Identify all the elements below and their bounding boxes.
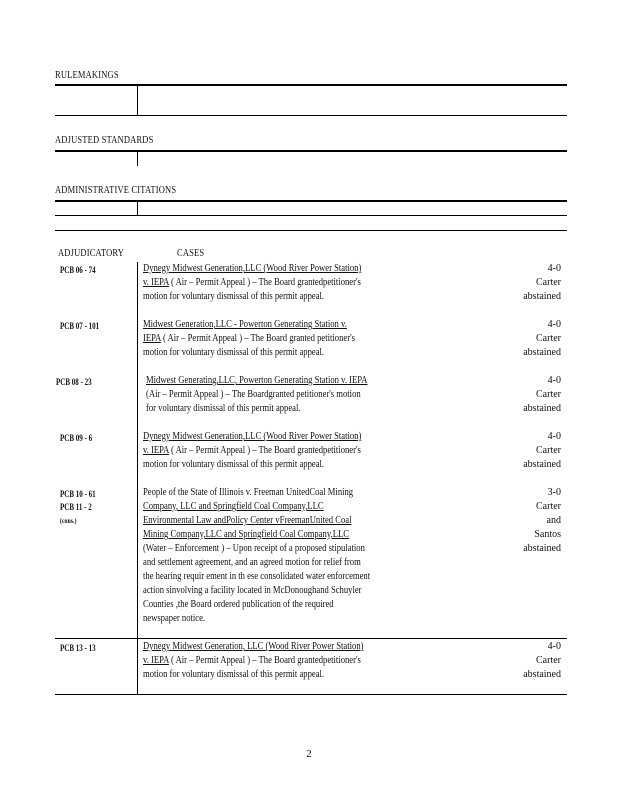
case-line: motion for voluntary dismissal of this permit appeal. [143,347,325,358]
case-line: action sinvolving a facility located in McDonoughand Schuyler [143,585,362,596]
case-summary [143,430,443,472]
vote-result: 4-0 [547,641,561,652]
rule [55,230,567,231]
vote-note: abstained [523,459,561,470]
column-divider [137,262,138,694]
case-line: Dynegy Midwest Generation,LLC (Wood River Power Station) [143,263,362,274]
vote-result: 4-0 [547,319,561,330]
vote-note: abstained [523,669,561,680]
case-line: IEPA ( Air – Permit Appeal ) – The Board granted petitioner's [143,333,355,344]
vote-note: abstained [523,403,561,414]
case-title-part: IEPA [143,333,161,344]
vote-result: 4-0 [547,375,561,386]
case-line: newspaper notice. [143,613,206,624]
case-title-part: v. IEPA [143,445,169,456]
case-line: for voluntary dismissal of this permit appeal. [146,403,301,414]
vote-tally [471,262,561,304]
case-line: Company, LLC and Springfield Coal Company,LLC [143,501,324,512]
vote-note: Carter [536,445,561,456]
vote-tally [471,640,561,682]
case-title-part: v. IEPA [143,277,169,288]
rule [55,638,567,639]
section-heading-administrative-citations: ADMINISTRATIVE CITATIONS [55,185,177,196]
rule [55,215,567,216]
section-heading-adjusted-standards: ADJUSTED STANDARDS [55,135,154,146]
column-divider [137,152,138,166]
case-line: v. IEPA ( Air – Permit Appeal ) – The Board grantedpetitioner's [143,277,361,288]
case-summary [143,640,443,682]
vote-note: Carter [536,655,561,666]
rule [55,150,567,152]
vote-note: abstained [523,347,561,358]
case-line: Dynegy Midwest Generation,LLC (Wood River Power Station) [143,431,362,442]
case-line: Dynegy Midwest Generation, LLC (Wood River Power Station) [143,641,364,652]
vote-tally [471,374,561,416]
docket-number: PCB 06 - 74 [60,265,96,275]
vote-tally [471,318,561,360]
vote-note: Carter [536,389,561,400]
case-line: motion for voluntary dismissal of this permit appeal. [143,459,325,470]
docket-consolidated-note: (cons.) [60,516,77,525]
docket-number: PCB 11 - 2 [60,502,92,512]
vote-note: Santos [534,529,561,540]
docket-number: PCB 08 - 23 [56,377,92,387]
vote-note: Carter [536,277,561,288]
vote-result: 4-0 [547,263,561,274]
case-summary [146,374,446,416]
case-line: Counties ,the Board ordered publication of the required [143,599,334,610]
column-divider [137,202,138,216]
case-line: motion for voluntary dismissal of this permit appeal. [143,669,325,680]
case-line: People of the State of Illinois v. Freeman UnitedCoal Mining [143,487,354,498]
case-summary [143,486,443,626]
case-summary [143,262,443,304]
section-heading-rulemakings: RULEMAKINGS [55,70,119,81]
case-line: Midwest Generation,LLC - Powerton Generating Station v. [143,319,347,330]
vote-note: and [546,515,561,526]
rule [55,200,567,202]
vote-note: Carter [536,501,561,512]
vote-note: abstained [523,291,561,302]
case-title-part: v. IEPA [143,655,169,666]
case-line: and settlement agreement, and an agreed motion for relief from [143,557,361,568]
page-number: 2 [306,748,312,760]
case-line: motion for voluntary dismissal of this permit appeal. [143,291,325,302]
case-line: Environmental Law andPolicy Center vFreemanUnited Coal [143,515,352,526]
section-heading-cases: CASES [177,248,205,259]
case-line: (Air – Permit Appeal ) – The Boardgranted petitioner's motion [146,389,361,400]
case-line: (Water – Enforcement ) – Upon receipt of a proposed stipulation [143,543,365,554]
vote-tally [471,430,561,472]
column-divider [137,86,138,115]
case-line: v. IEPA ( Air – Permit Appeal ) – The Board grantedpetitioner's [143,655,361,666]
vote-note: Carter [536,333,561,344]
case-summary [143,318,443,360]
docket-number: PCB 13 - 13 [60,643,96,653]
docket-number: PCB 10 - 61 [60,489,96,499]
vote-result: 4-0 [547,431,561,442]
rule [55,694,567,695]
vote-tally [471,486,561,556]
docket-number: PCB 07 - 101 [60,321,100,331]
case-line: v. IEPA ( Air – Permit Appeal ) – The Board grantedpetitioner's [143,445,361,456]
case-line: Midwest Generating,LLC, Powerton Generating Station v. IEPA [146,375,368,386]
rule [55,84,567,86]
section-heading-adjudicatory: ADJUDICATORY [58,248,125,259]
rule [55,115,567,116]
case-line: Mining Company,LLC and Springfield Coal Company,LLC [143,529,349,540]
vote-result: 3-0 [547,487,561,498]
vote-note: abstained [523,543,561,554]
docket-number: PCB 09 - 6 [60,433,93,443]
case-line: the hearing requir ement in th ese consolidated water enforcement [143,571,371,582]
